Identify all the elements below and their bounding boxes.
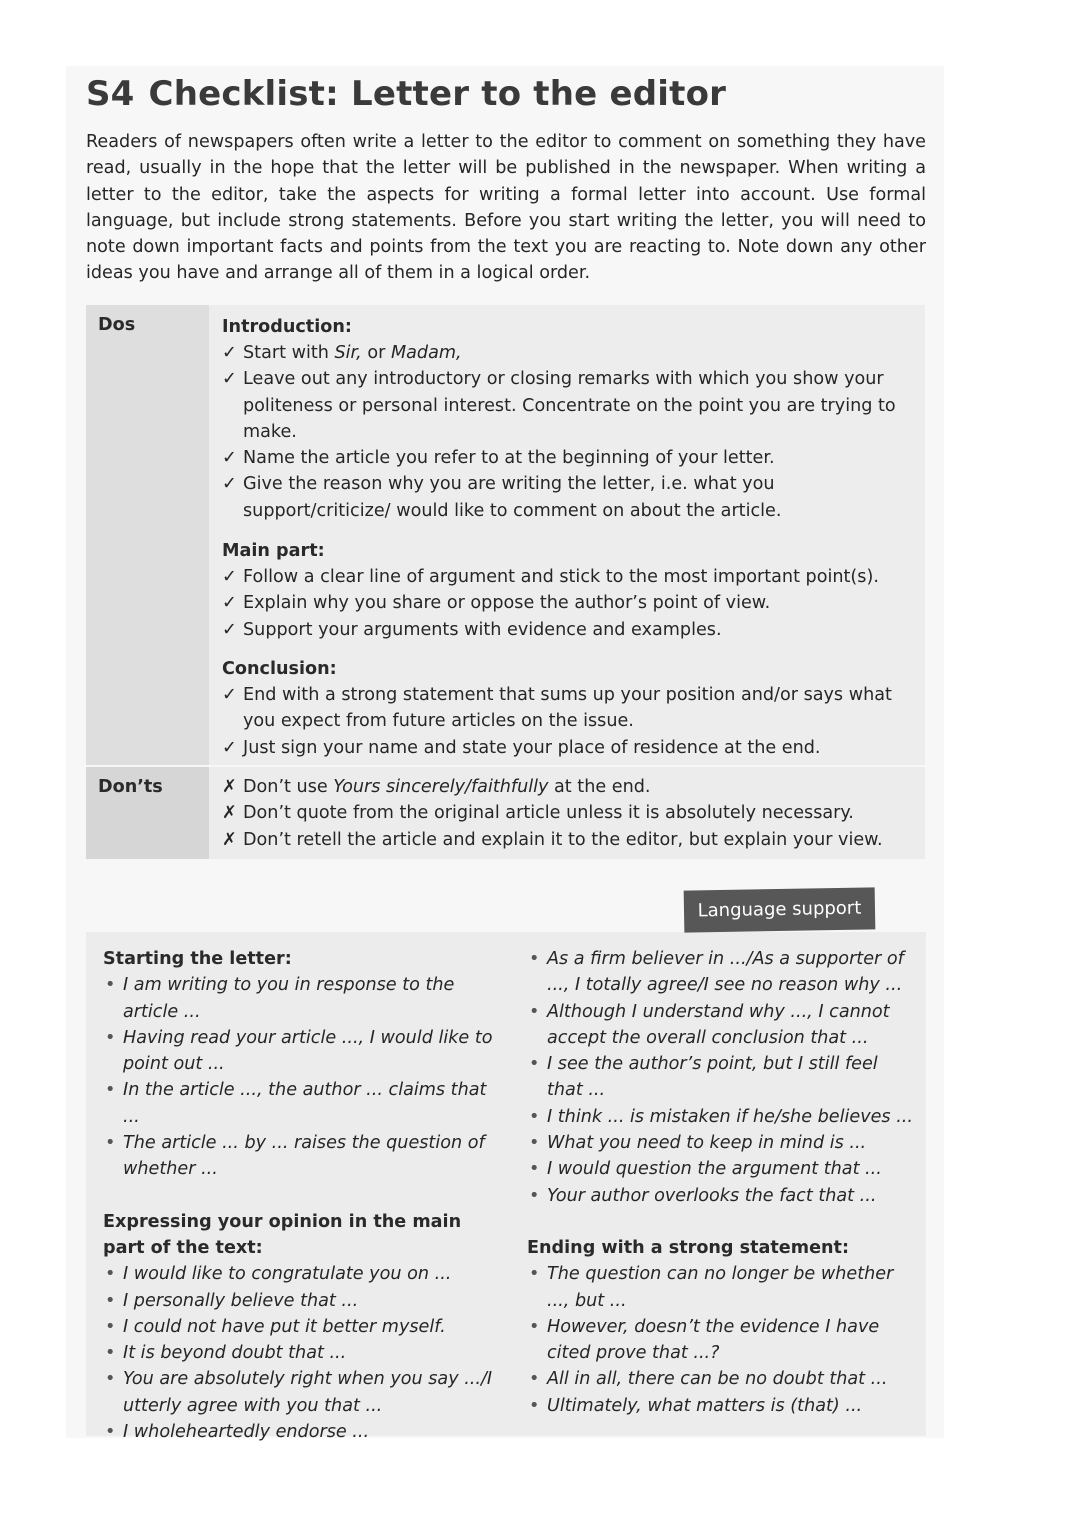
language-support-right-column xyxy=(527,946,917,1419)
phrase-item xyxy=(103,1025,503,1078)
starting-heading: Starting the letter: xyxy=(103,949,292,969)
phrase-text: You are absolutely right when you say .../I utterly agree with you that ... xyxy=(123,1369,493,1416)
main-part-block xyxy=(222,538,912,643)
phrase-text: I personally believe that ... xyxy=(123,1290,359,1311)
phrase-item xyxy=(527,999,917,1052)
item-text: Give the reason why you are writing the letter, i.e. what you support/criticize/ would like to comment on about the article. xyxy=(243,474,782,521)
bullet-icon: • xyxy=(529,949,540,969)
phrase-item xyxy=(103,1366,503,1419)
bullet-icon: • xyxy=(105,1133,116,1154)
main-opinion-heading: Expressing your opinion in the main part of the text: xyxy=(103,1211,462,1258)
donts-list xyxy=(222,774,912,853)
phrase-text: Ultimately, what matters is (that) ... xyxy=(547,1395,863,1416)
bullet-icon: • xyxy=(529,1159,540,1180)
phrase-item xyxy=(103,1077,503,1130)
phrase-text: I would like to congratulate you on ... xyxy=(123,1264,452,1285)
phrase-item xyxy=(527,1393,917,1419)
phrase-text: What you need to keep in mind is ... xyxy=(547,1133,867,1154)
phrase-text: Your author overlooks the fact that ... xyxy=(547,1185,877,1206)
phrase-item xyxy=(103,1340,503,1366)
introduction-block xyxy=(222,314,912,524)
phrase-item xyxy=(103,1314,503,1340)
dos-label-cell xyxy=(86,305,209,765)
phrase-item xyxy=(103,972,503,1025)
item-text: End with a strong statement that sums up your position and/or says what you expect from future articles on the issue. xyxy=(243,685,892,732)
dos-label: Dos xyxy=(98,315,136,335)
intro-paragraph: Readers of newspapers often write a letter to the editor to comment on something they have read, usually in the hope that the letter will be published in the newspaper. When writing a letter to the editor, take the aspects for writing a formal letter into account. Use formal language, but include strong statements. Before you start writing the letter, you will need to note down important facts and points from the text you are reacting to. Note down any other ideas you have and arrange all of them in a logical order. xyxy=(86,132,926,284)
item-text: Explain why you share or oppose the author’s point of view. xyxy=(243,593,771,614)
phrase-item xyxy=(527,1130,917,1156)
phrase-text: I think ... is mistaken if he/she believes ... xyxy=(547,1106,913,1127)
check-icon: ✓ xyxy=(222,619,237,640)
bullet-icon: • xyxy=(529,1316,540,1337)
conclusion-heading: Conclusion: xyxy=(222,659,337,679)
phrase-text: I would question the argument that ... xyxy=(547,1159,882,1180)
cross-icon: ✗ xyxy=(222,803,237,824)
phrase-text: The article ... by ... raises the question of whether ... xyxy=(123,1133,485,1180)
main-opinion-list xyxy=(103,1261,503,1445)
checklist-item xyxy=(222,682,912,735)
check-icon: ✓ xyxy=(222,369,237,390)
main-part-list xyxy=(222,564,912,643)
starting-list xyxy=(103,972,503,1182)
item-text: Start with xyxy=(243,343,335,363)
phrase-item xyxy=(527,1104,917,1130)
phrase-text: However, doesn’t the evidence I have cited prove that ...? xyxy=(547,1316,880,1364)
item-emphasis: Sir, xyxy=(334,343,362,363)
donts-label: Don’ts xyxy=(98,777,163,797)
bullet-icon: • xyxy=(105,1343,116,1364)
phrase-text: Although I understand why ..., I cannot accept the overall conclusion that ... xyxy=(547,1001,890,1048)
bullet-icon: • xyxy=(105,1422,116,1443)
introduction-list xyxy=(222,340,912,524)
bullet-icon: • xyxy=(105,1027,116,1048)
phrase-text: Having read your article ..., I would like to point out ... xyxy=(123,1027,493,1075)
phrase-item xyxy=(527,1051,917,1104)
phrase-text: I am writing to you in response to the article ... xyxy=(123,975,455,1022)
phrase-item xyxy=(527,1183,917,1209)
bullet-icon: • xyxy=(529,1395,540,1416)
checklist-item xyxy=(222,366,912,445)
title-text: Checklist: Letter to the editor xyxy=(148,74,727,114)
check-icon: ✓ xyxy=(222,685,237,705)
language-support-left-column xyxy=(103,946,503,1445)
main-part-heading: Main part: xyxy=(222,541,325,561)
checklist-item xyxy=(222,340,912,366)
phrase-text: All in all, there can be no doubt that ... xyxy=(547,1369,888,1390)
item-text: Support your arguments with evidence and examples. xyxy=(243,619,722,640)
bullet-icon: • xyxy=(529,1369,540,1390)
phrase-text: As a firm believer in .../As a supporter of ..., I totally agree/I see no reason why ... xyxy=(547,949,904,996)
donts-label-cell xyxy=(86,767,209,859)
item-text: Follow a clear line of argument and stick to the most important point(s). xyxy=(243,567,879,587)
phrase-item xyxy=(527,1366,917,1392)
phrase-text: In the article ..., the author ... claims that ... xyxy=(123,1080,487,1127)
bullet-icon: • xyxy=(105,975,116,996)
ending-heading: Ending with a strong statement: xyxy=(527,1237,849,1258)
check-icon: ✓ xyxy=(222,567,237,587)
checklist-item xyxy=(222,735,912,761)
phrase-text: The question can no longer be whether ..., but ... xyxy=(547,1264,894,1311)
item-text: Name the article you refer to at the beginning of your letter. xyxy=(243,448,775,469)
phrase-item xyxy=(527,1156,917,1182)
cross-icon: ✗ xyxy=(222,777,237,797)
check-icon: ✓ xyxy=(222,474,237,495)
check-icon: ✓ xyxy=(222,343,237,363)
phrase-item xyxy=(103,1288,503,1314)
bullet-icon: • xyxy=(529,1264,540,1285)
phrase-text: I wholeheartedly endorse ... xyxy=(123,1422,370,1443)
item-text: at the end. xyxy=(548,777,651,797)
bullet-icon: • xyxy=(105,1369,116,1390)
phrase-text: I see the author’s point, but I still feel that ... xyxy=(547,1054,878,1101)
phrase-item xyxy=(103,1261,503,1287)
bullet-icon: • xyxy=(529,1054,540,1075)
bullet-icon: • xyxy=(529,1106,540,1127)
introduction-heading: Introduction: xyxy=(222,317,352,337)
opinion-list xyxy=(527,946,917,1209)
checklist-item xyxy=(222,564,912,590)
item-text: Don’t retell the article and explain it to the editor, but explain your view. xyxy=(243,829,883,850)
bullet-icon: • xyxy=(105,1316,116,1337)
phrase-item xyxy=(527,1261,917,1314)
donts-item xyxy=(222,800,912,826)
page-title xyxy=(86,74,726,114)
item-text: Just sign your name and state your place of residence at the end. xyxy=(243,737,821,758)
item-text: Don’t quote from the original article unless it is absolutely necessary. xyxy=(243,803,854,824)
donts-item xyxy=(222,827,912,853)
bullet-icon: • xyxy=(105,1264,116,1285)
checklist-item xyxy=(222,590,912,616)
checklist-item xyxy=(222,617,912,643)
language-support-tab: Language support xyxy=(684,887,876,932)
phrase-text: It is beyond doubt that ... xyxy=(123,1343,347,1364)
conclusion-list xyxy=(222,682,912,761)
donts-block xyxy=(222,774,912,853)
phrase-item xyxy=(103,1419,503,1445)
checklist-item xyxy=(222,471,912,524)
check-icon: ✓ xyxy=(222,737,237,758)
item-emphasis: Yours sincerely/faithfully xyxy=(333,777,549,797)
bullet-icon: • xyxy=(529,1001,540,1022)
bullet-icon: • xyxy=(105,1290,116,1311)
check-icon: ✓ xyxy=(222,593,237,614)
phrase-item xyxy=(103,1130,503,1183)
cross-icon: ✗ xyxy=(222,829,237,850)
item-text: or xyxy=(361,343,391,363)
bullet-icon: • xyxy=(529,1185,540,1206)
phrase-text: I could not have put it better myself. xyxy=(123,1316,446,1337)
check-icon: ✓ xyxy=(222,448,237,469)
bullet-icon: • xyxy=(529,1133,540,1154)
donts-item xyxy=(222,774,912,800)
item-text: Don’t use xyxy=(243,777,334,797)
conclusion-block xyxy=(222,656,912,761)
section-code: S4 xyxy=(86,74,135,114)
bullet-icon: • xyxy=(105,1080,116,1101)
ending-list xyxy=(527,1261,917,1419)
item-text: Leave out any introductory or closing remarks with which you show your politeness or personal interest. Concentrate on the point you are trying to make. xyxy=(243,369,896,442)
phrase-item xyxy=(527,946,917,999)
item-emphasis: Madam, xyxy=(390,343,462,363)
checklist-item xyxy=(222,445,912,471)
phrase-item xyxy=(527,1314,917,1367)
